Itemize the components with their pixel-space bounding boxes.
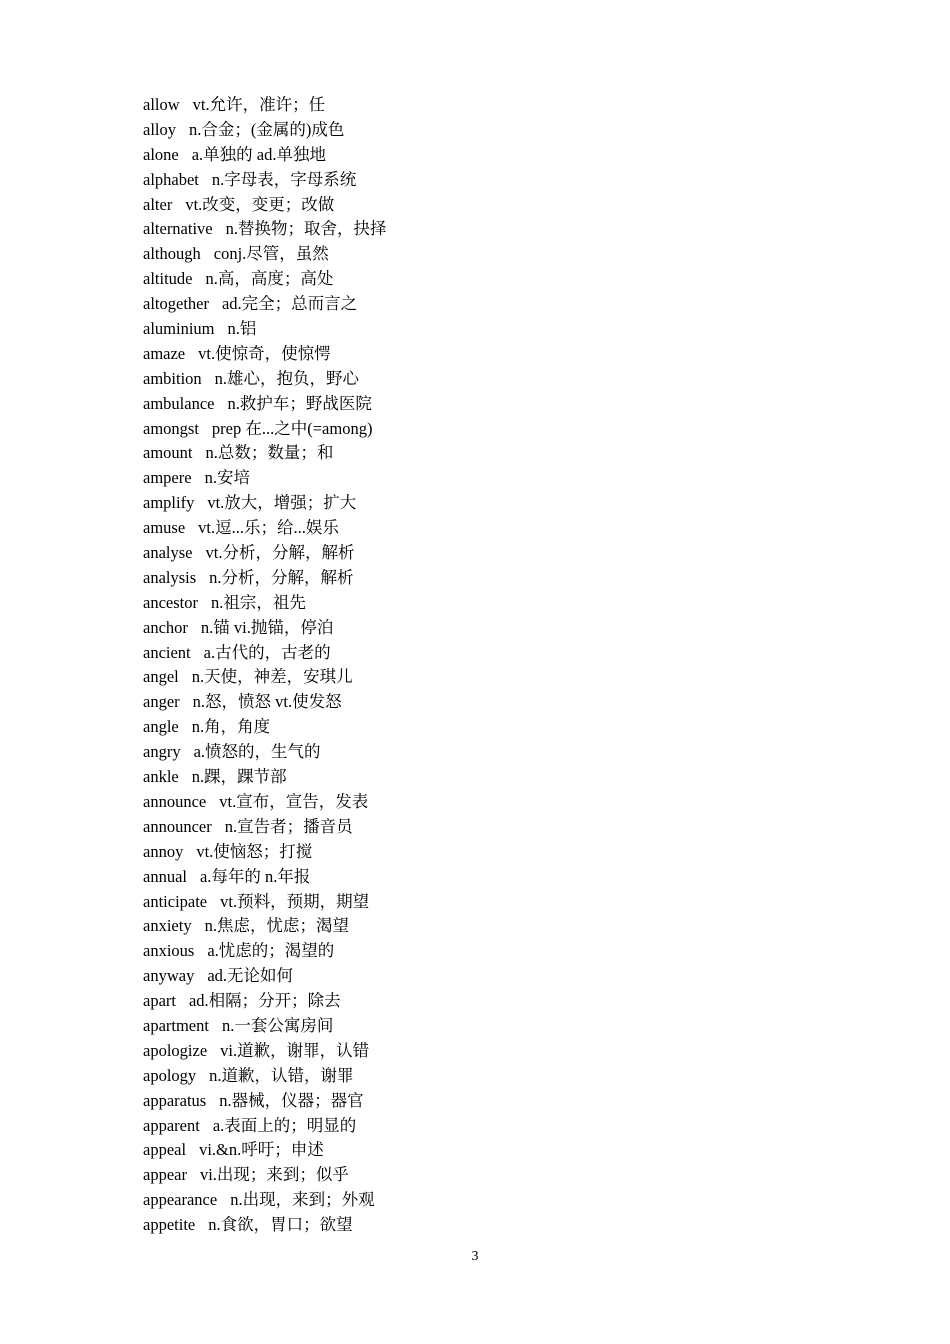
vocabulary-entry (143, 1039, 387, 1064)
vocabulary-entry (143, 367, 387, 392)
vocabulary-entry (143, 242, 387, 267)
entry-word: anyway (143, 966, 195, 986)
vocabulary-entry (143, 93, 387, 118)
vocabulary-entry (143, 491, 387, 516)
entry-word: alphabet (143, 169, 199, 189)
entry-word: amplify (143, 493, 195, 513)
entry-word: anchor (143, 617, 188, 637)
entry-word: aluminium (143, 319, 215, 339)
entry-definition: vi.&n.呼吁；申述 (199, 1140, 324, 1160)
entry-definition: n.器械，仪器；器官 (219, 1090, 364, 1110)
entry-definition: n.安培 (204, 468, 250, 488)
vocabulary-entry (143, 392, 387, 417)
vocabulary-entry (143, 939, 387, 964)
vocabulary-entry (143, 1188, 387, 1213)
entry-definition: ad.无论如何 (207, 966, 294, 986)
vocabulary-entry (143, 591, 387, 616)
vocabulary-entry (143, 1064, 387, 1089)
entry-definition: vt.宣布，宣告，发表 (219, 791, 369, 811)
entry-word: appear (143, 1165, 187, 1185)
vocabulary-entry (143, 516, 387, 541)
vocabulary-entry (143, 1114, 387, 1139)
entry-definition: a.愤怒的，生气的 (193, 742, 321, 762)
entry-word: ancestor (143, 592, 198, 612)
entry-definition: n.角，角度 (191, 717, 271, 737)
vocabulary-entry (143, 466, 387, 491)
entry-definition: vt.逗...乐；给...娱乐 (198, 518, 339, 538)
vocabulary-entry (143, 641, 387, 666)
vocabulary-entry (143, 342, 387, 367)
vocabulary-entry (143, 1163, 387, 1188)
vocabulary-entry (143, 840, 387, 865)
entry-definition: n.高，高度；高处 (205, 269, 334, 289)
vocabulary-entry (143, 989, 387, 1014)
entry-definition: n.天使，神差，安琪儿 (191, 667, 353, 687)
vocabulary-entry (143, 441, 387, 466)
entry-definition: n.道歉，认错，谢罪 (209, 1065, 354, 1085)
vocabulary-entry (143, 715, 387, 740)
entry-definition: vt.改变，变更；改做 (185, 194, 335, 214)
entry-word: analysis (143, 567, 197, 587)
entry-definition: n.替换物；取舍，抉择 (225, 219, 387, 239)
vocabulary-entry (143, 740, 387, 765)
entry-word: amaze (143, 343, 186, 363)
vocabulary-entry (143, 815, 387, 840)
vocabulary-entry (143, 616, 387, 641)
entry-definition: n.铝 (227, 319, 257, 339)
entry-word: anxious (143, 941, 195, 961)
entry-definition: n.锚 vi.抛锚，停泊 (200, 617, 334, 637)
entry-definition: a.每年的 n.年报 (199, 866, 311, 886)
vocabulary-entry (143, 143, 387, 168)
vocabulary-entry (143, 690, 387, 715)
vocabulary-entry (143, 1213, 387, 1238)
entry-word: alternative (143, 219, 213, 239)
entry-word: amongst (143, 418, 199, 438)
vocabulary-entry (143, 118, 387, 143)
vocabulary-entry (143, 790, 387, 815)
vocabulary-entry (143, 417, 387, 442)
vocabulary-entry (143, 665, 387, 690)
entry-word: apology (143, 1065, 197, 1085)
entry-word: appearance (143, 1190, 218, 1210)
entry-definition: n.祖宗，祖先 (210, 592, 306, 612)
entry-definition: vt.允许，准许；任 (192, 95, 326, 114)
entry-definition: n.救护车；野战医院 (227, 393, 372, 413)
entry-definition: vi.出现；来到；似乎 (199, 1165, 349, 1185)
entry-definition: a.古代的，古老的 (203, 642, 331, 662)
vocabulary-entry (143, 168, 387, 193)
entry-word: appeal (143, 1140, 187, 1160)
entry-word: annoy (143, 841, 184, 861)
vocabulary-entry (143, 865, 387, 890)
entry-word: ancient (143, 642, 191, 662)
entry-definition: n.合金；(金属的)成色 (189, 119, 345, 139)
entry-word: alloy (143, 119, 176, 139)
entry-definition: conj.尽管，虽然 (213, 244, 329, 264)
entry-definition: n.雄心，抱负，野心 (214, 368, 360, 388)
entry-word: alone (143, 144, 179, 164)
entry-word: altitude (143, 269, 193, 289)
entry-definition: vi.道歉，谢罪，认错 (220, 1040, 370, 1060)
vocabulary-entry (143, 964, 387, 989)
entry-definition: vt.预料，预期，期望 (220, 891, 370, 911)
entry-word: apparent (143, 1115, 200, 1135)
entry-definition: n.怒，愤怒 vt.使发怒 (192, 692, 342, 712)
vocabulary-entry (143, 1014, 387, 1039)
entry-definition: vt.使恼怒；打搅 (196, 841, 313, 861)
entry-word: ampere (143, 468, 192, 488)
vocabulary-entry (143, 1138, 387, 1163)
entry-word: although (143, 244, 201, 264)
entry-definition: n.一套公寓房间 (221, 1015, 334, 1035)
entry-definition: n.总数；数量；和 (205, 443, 334, 463)
vocabulary-entry (143, 890, 387, 915)
entry-definition: n.分析，分解，解析 (209, 567, 354, 587)
entry-word: apologize (143, 1040, 208, 1060)
entry-word: annual (143, 866, 187, 886)
entry-word: altogether (143, 294, 209, 314)
entry-definition: vt.放大，增强；扩大 (207, 493, 357, 513)
entry-definition: n.出现，来到；外观 (230, 1190, 375, 1210)
entry-word: anxiety (143, 916, 192, 936)
entry-word: anticipate (143, 891, 208, 911)
vocabulary-entry (143, 317, 387, 342)
entry-word: ambulance (143, 393, 215, 413)
vocabulary-entry (143, 217, 387, 242)
entry-definition: prep 在...之中(=among) (211, 418, 373, 438)
entry-definition: a.单独的 ad.单独地 (191, 144, 327, 164)
vocabulary-entry (143, 1089, 387, 1114)
entry-word: amount (143, 443, 193, 463)
entry-definition: vt.分析，分解，解析 (205, 543, 355, 563)
entry-word: announce (143, 791, 207, 811)
entry-definition: n.宣告者；播音员 (224, 816, 353, 836)
vocabulary-entry (143, 292, 387, 317)
vocabulary-list (143, 93, 387, 1238)
entry-word: apparatus (143, 1090, 207, 1110)
entry-word: alter (143, 194, 173, 214)
entry-definition: n.字母表，字母系统 (211, 169, 357, 189)
entry-word: apart (143, 991, 176, 1011)
vocabulary-entry (143, 765, 387, 790)
entry-word: anger (143, 692, 180, 712)
entry-word: apartment (143, 1015, 209, 1035)
entry-word: angle (143, 717, 179, 737)
entry-word: ankle (143, 767, 179, 787)
entry-word: angel (143, 667, 179, 687)
entry-word: appetite (143, 1215, 196, 1235)
entry-word: ambition (143, 368, 202, 388)
entry-definition: n.踝，踝节部 (191, 767, 287, 787)
entry-definition: a.表面上的；明显的 (212, 1115, 357, 1135)
vocabulary-entry (143, 267, 387, 292)
entry-definition: a.忧虑的；渴望的 (207, 941, 335, 961)
entry-word: amuse (143, 518, 186, 538)
entry-definition: ad.相隔；分开；除去 (188, 991, 341, 1011)
entry-definition: ad.完全；总而言之 (221, 294, 358, 314)
page-number: 3 (471, 1249, 479, 1264)
entry-definition: vt.使惊奇，使惊愕 (198, 343, 331, 363)
entry-word: announcer (143, 816, 212, 836)
vocabulary-entry (143, 914, 387, 939)
entry-word: angry (143, 742, 181, 762)
entry-word: analyse (143, 543, 193, 563)
entry-word: allow (143, 95, 180, 114)
vocabulary-entry (143, 193, 387, 218)
vocabulary-entry (143, 566, 387, 591)
entry-definition: n.食欲，胃口；欲望 (208, 1215, 353, 1235)
entry-definition: n.焦虑，忧虑；渴望 (204, 916, 349, 936)
vocabulary-entry (143, 541, 387, 566)
